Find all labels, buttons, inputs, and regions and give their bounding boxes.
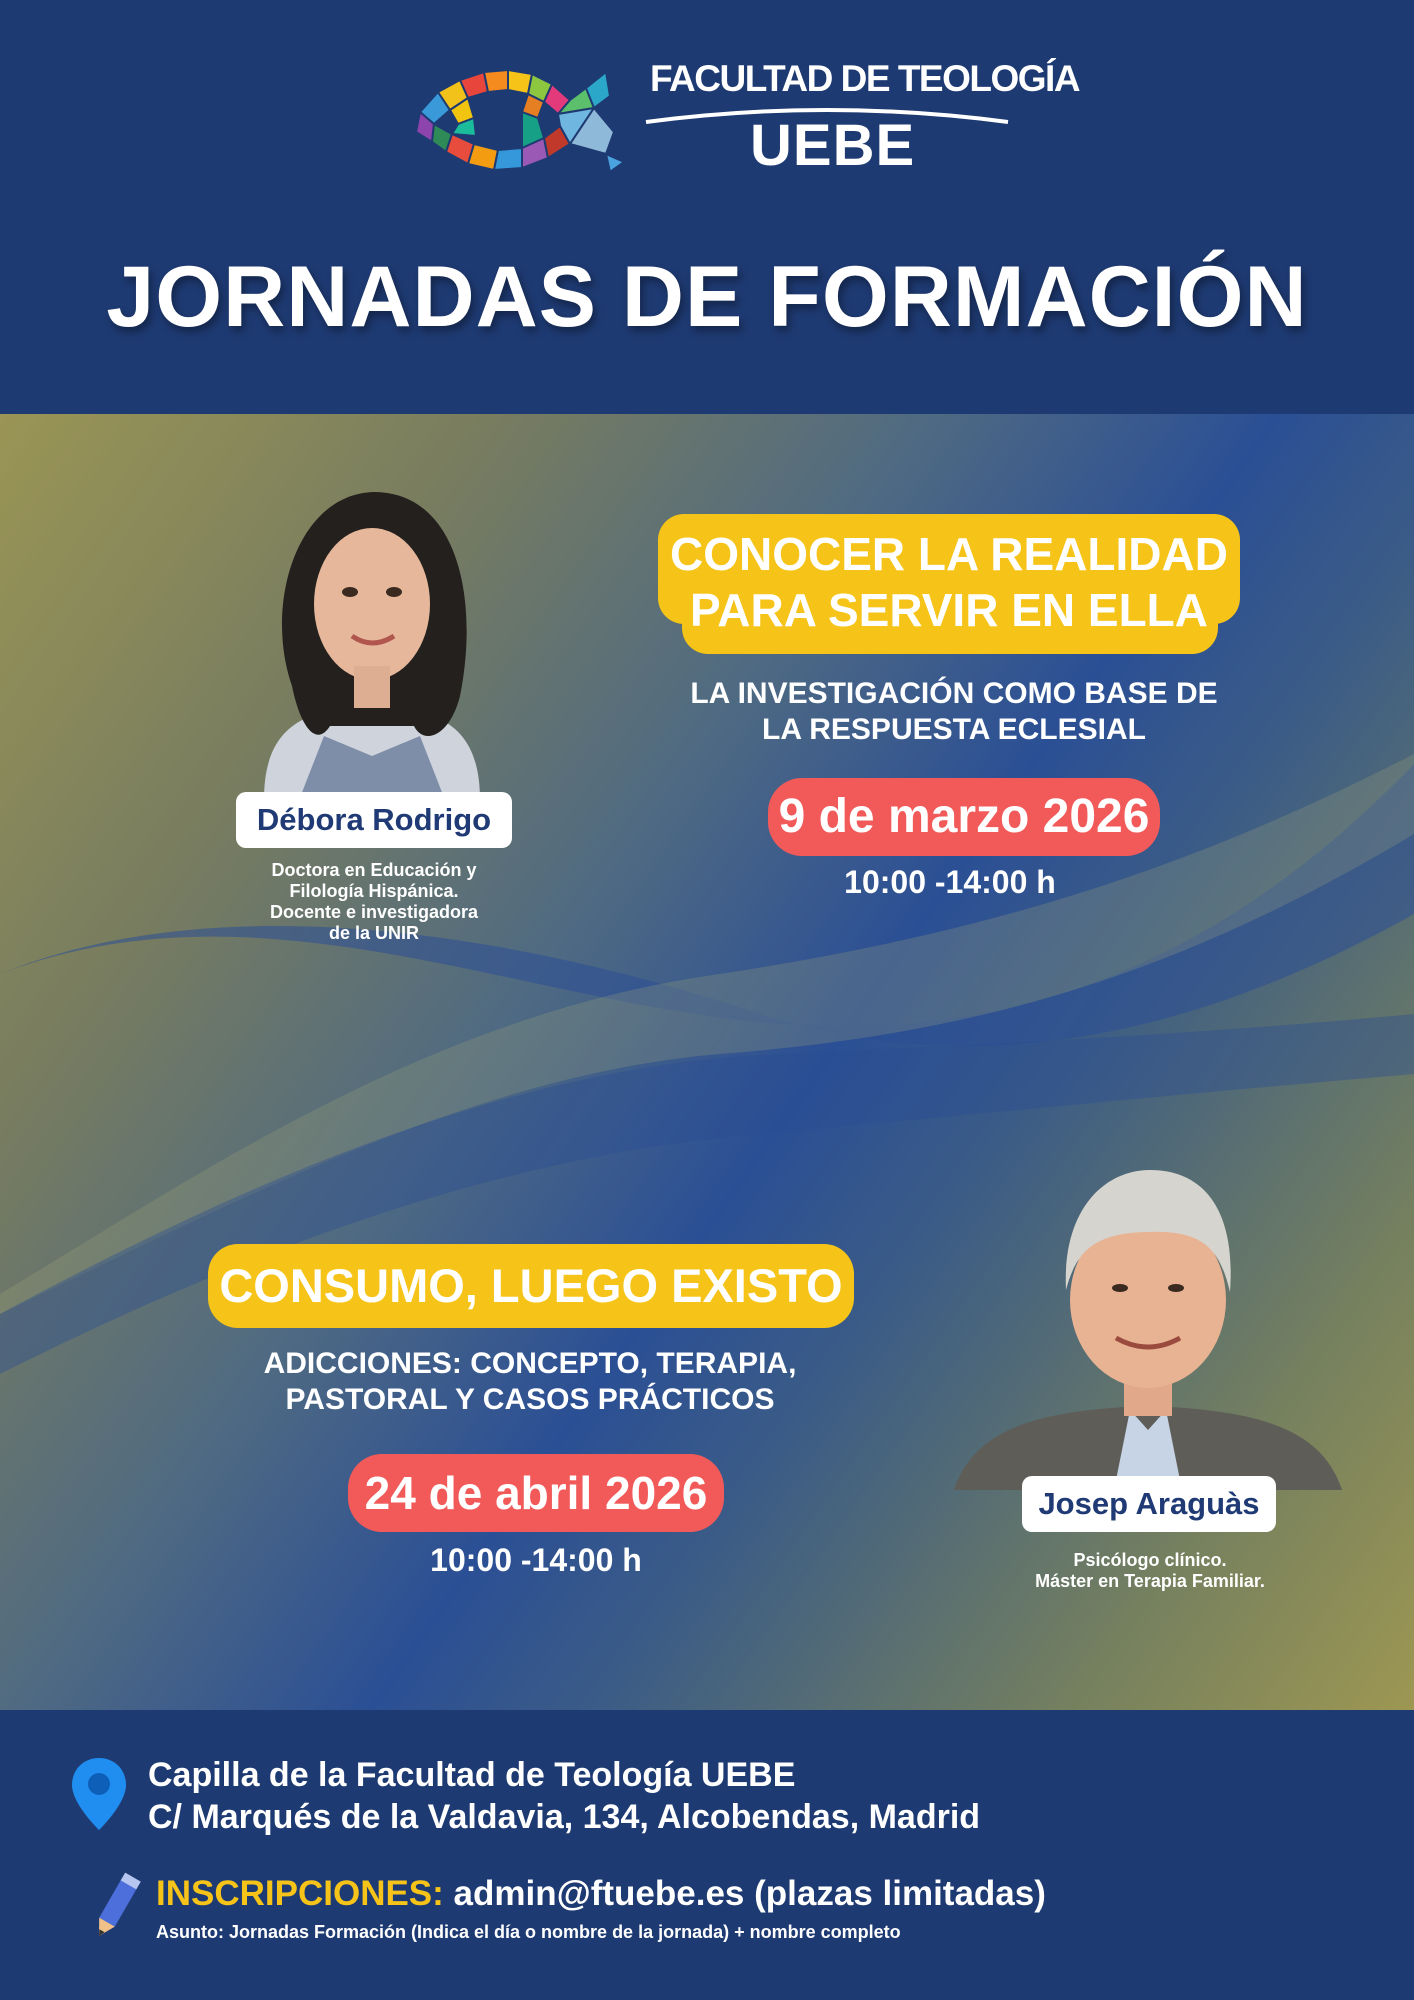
session-time: 10:00 -14:00 h	[430, 1542, 642, 1578]
subtitle-line: LA RESPUESTA ECLESIAL	[762, 713, 1146, 746]
cred-line: de la UNIR	[328, 923, 420, 943]
location-address: C/ Marqués de la Valdavia, 134, Alcobendas, Madrid	[148, 1798, 981, 1836]
cred-line: Doctora en Educación y	[271, 860, 477, 880]
speaker-name-debora: Débora Rodrigo	[236, 792, 512, 848]
location-line: Capilla de la Facultad de Teología UEBE	[148, 1756, 796, 1794]
speaker-name-josep: Josep Araguàs	[1022, 1476, 1276, 1532]
session-title	[658, 526, 1240, 638]
subtitle-line: PASTORAL Y CASOS PRÁCTICOS	[285, 1383, 775, 1416]
session-title: CONSUMO, LUEGO EXISTO	[208, 1244, 854, 1328]
cred-line: Docente e investigadora	[269, 902, 479, 922]
session-title-line: CONOCER LA REALIDAD	[670, 528, 1228, 580]
inscriptions-label: INSCRIPCIONES:	[156, 1874, 444, 1913]
faculty-logo	[410, 52, 1080, 182]
inscriptions-contact[interactable]: admin@ftuebe.es (plazas limitadas)	[453, 1874, 1046, 1913]
inscriptions-line	[156, 1874, 1046, 1914]
pencil-icon	[86, 1872, 142, 1948]
page-title: JORNADAS DE FORMACIÓN	[106, 249, 1308, 345]
session-title-line: PARA SERVIR EN ELLA	[690, 584, 1208, 636]
session-date: 24 de abril 2026	[348, 1454, 724, 1532]
session-subtitle	[640, 676, 1268, 748]
cred-line: Psicólogo clínico.	[1073, 1550, 1227, 1570]
speaker-photo-debora	[204, 486, 540, 800]
subject-note: Asunto: Jornadas Formación (Indica el día o nombre de la jornada) + nombre completo	[156, 1922, 901, 1942]
cred-line: Filología Hispánica.	[289, 881, 459, 901]
logo-title: FACULTAD DE TEOLOGÍA	[650, 58, 1080, 99]
logo-subtitle: UEBE	[750, 113, 916, 178]
location-text	[148, 1754, 980, 1838]
session-time: 10:00 -14:00 h	[844, 864, 1056, 900]
fish-mosaic-logo	[410, 52, 640, 182]
subtitle-line: ADICCIONES: CONCEPTO, TERAPIA,	[263, 1347, 797, 1380]
header-band	[0, 0, 1414, 414]
session-date: 9 de marzo 2026	[768, 778, 1160, 856]
subtitle-line: LA INVESTIGACIÓN COMO BASE DE	[690, 677, 1218, 710]
speaker-photo-josep	[954, 1160, 1342, 1490]
speaker-credentials-debora	[224, 860, 524, 944]
cred-line: Máster en Terapia Familiar.	[1035, 1571, 1265, 1591]
speaker-credentials-josep	[990, 1550, 1310, 1592]
session-subtitle	[220, 1346, 840, 1418]
location-pin-icon	[70, 1756, 128, 1832]
